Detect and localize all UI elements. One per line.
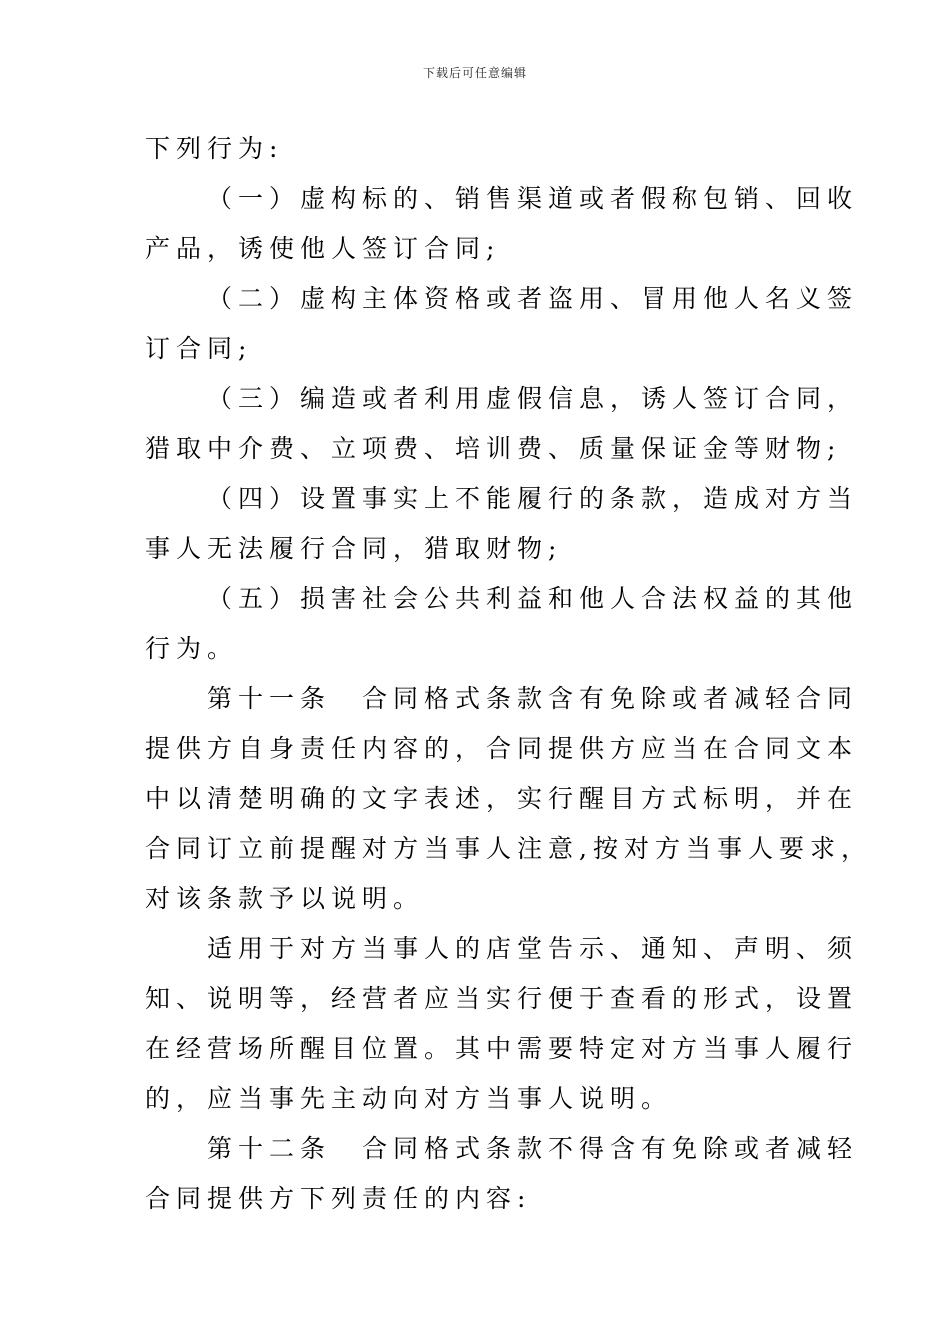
page-header-note: 下载后可任意编辑 — [422, 66, 527, 80]
text-line: 的，应当事先主动向对方当事人说明。 — [145, 1084, 673, 1113]
text-line: 下列行为: — [145, 134, 284, 163]
text-line: 适用于对方当事人的店堂告示、通知、声明、须 — [207, 934, 859, 963]
text-line: （二）虚构主体资格或者盗用、冒用他人名义签 — [207, 284, 859, 313]
text-line: （三）编造或者利用虚假信息，诱人签订合同， — [207, 384, 859, 413]
text-line: 合同订立前提醒对方当事人注意,按对方当事人要求， — [145, 834, 872, 863]
text-line: （五）损害社会公共利益和他人合法权益的其他 — [207, 584, 859, 613]
text-line: 知、说明等，经营者应当实行便于查看的形式，设置 — [145, 984, 859, 1013]
text-line: 猎取中介费、立项费、培训费、质量保证金等财物; — [145, 434, 842, 463]
text-line: 产品，诱使他人签订合同; — [145, 234, 501, 263]
text-line: 第十二条 合同格式条款不得含有免除或者减轻 — [207, 1134, 859, 1163]
text-line: 第十一条 合同格式条款含有免除或者减轻合同 — [207, 684, 859, 713]
text-line: 行为。 — [145, 634, 239, 663]
text-line: 对该条款予以说明。 — [145, 884, 425, 913]
text-line: 订合同; — [145, 334, 253, 363]
text-line: 中以清楚明确的文字表述，实行醒目方式标明，并在 — [145, 784, 859, 813]
text-line: 在经营场所醒目位置。其中需要特定对方当事人履行 — [145, 1034, 859, 1063]
text-line: 合同提供方下列责任的内容: — [145, 1184, 532, 1213]
text-line: （四）设置事实上不能履行的条款，造成对方当 — [207, 484, 859, 513]
text-line: （一）虚构标的、销售渠道或者假称包销、回收 — [207, 184, 859, 213]
text-line: 提供方自身责任内容的，合同提供方应当在合同文本 — [145, 734, 859, 763]
text-line: 事人无法履行合同，猎取财物; — [145, 534, 563, 563]
